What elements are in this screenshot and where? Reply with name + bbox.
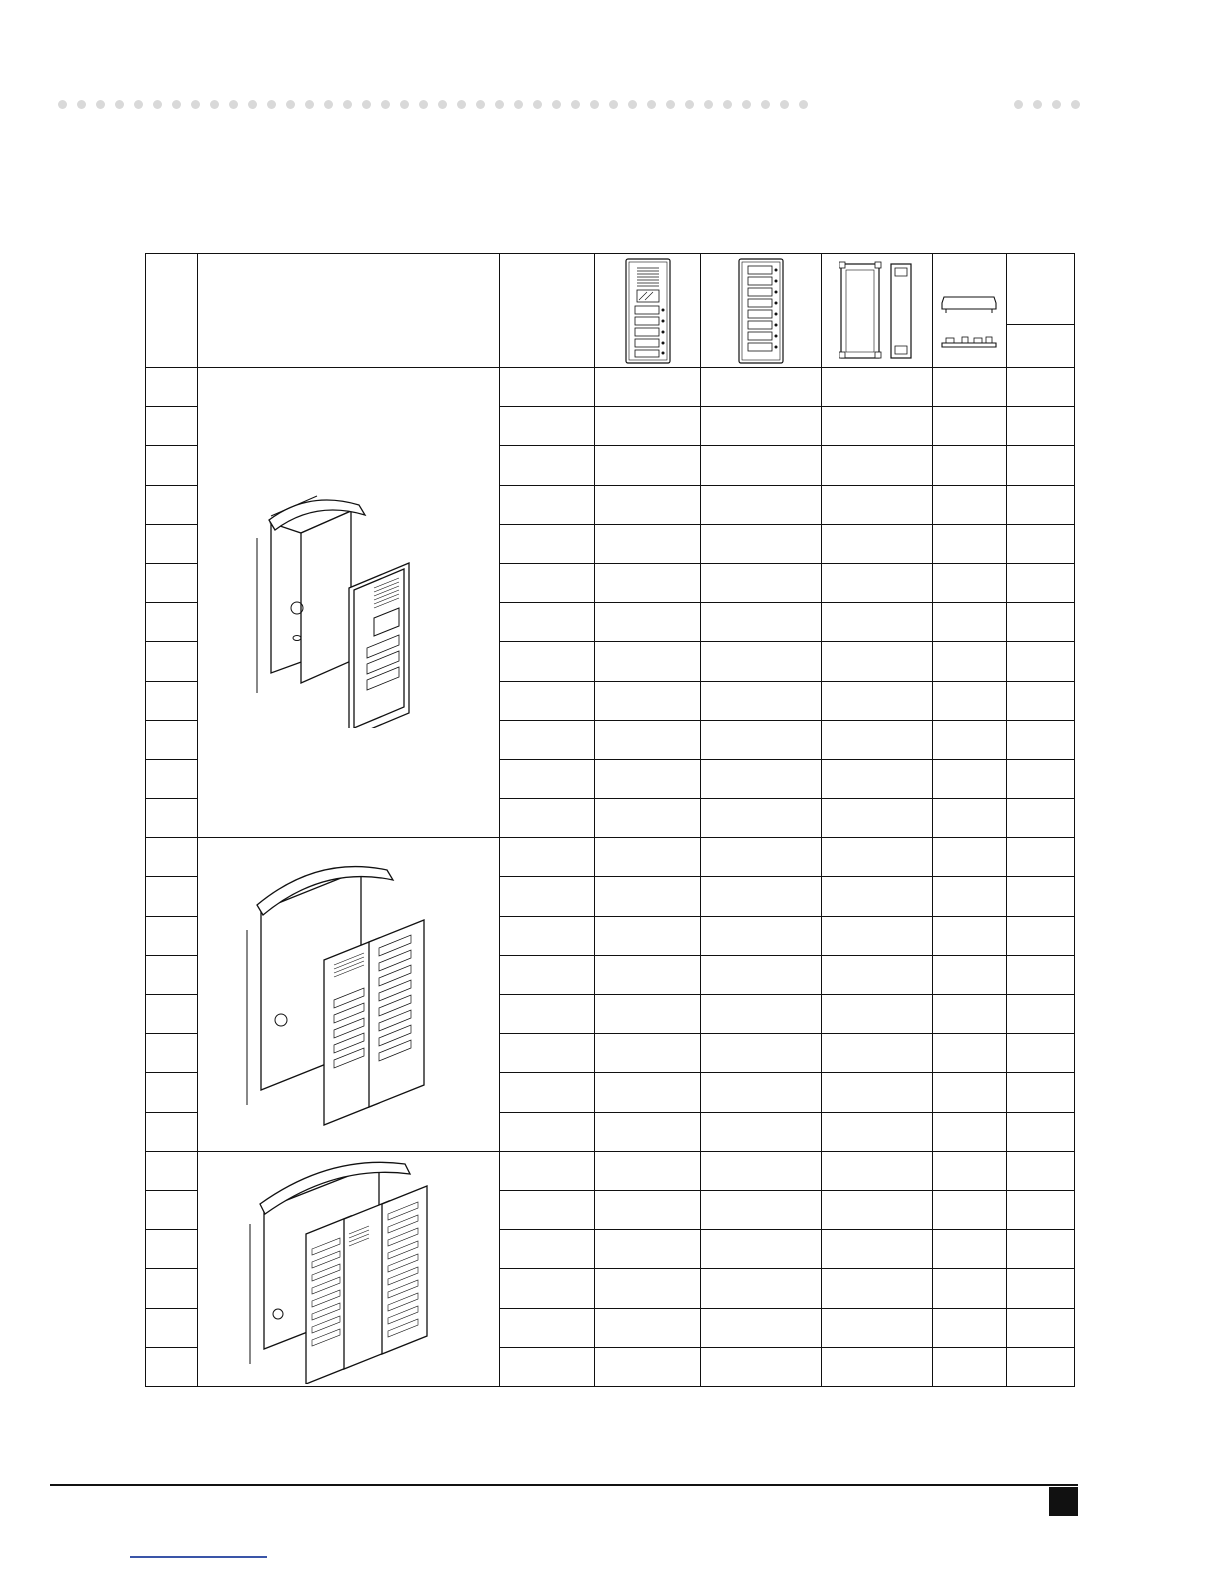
- decorative-dot: [153, 100, 162, 109]
- decorative-dot: [571, 100, 580, 109]
- data-cell: [500, 1034, 595, 1073]
- data-cell: [500, 1073, 595, 1112]
- data-cell: [1007, 838, 1075, 877]
- decorative-dot: [628, 100, 637, 109]
- decorative-dot: [533, 100, 542, 109]
- data-cell: [1007, 916, 1075, 955]
- data-cell: [500, 955, 595, 994]
- decorative-dot-row-left: [58, 100, 818, 110]
- data-cell: [933, 720, 1007, 759]
- decorative-dot: [799, 100, 808, 109]
- data-cell: [1007, 1190, 1075, 1229]
- row-index-cell: [146, 368, 198, 407]
- row-index-cell: [146, 642, 198, 681]
- data-cell: [822, 1151, 933, 1190]
- data-cell: [500, 1308, 595, 1347]
- row-index-cell: [146, 838, 198, 877]
- decorative-dot: [685, 100, 694, 109]
- decorative-dot: [514, 100, 523, 109]
- decorative-dot: [381, 100, 390, 109]
- row-index-cell: [146, 446, 198, 485]
- data-cell: [822, 877, 933, 916]
- data-cell: [1007, 759, 1075, 798]
- row-index-cell: [146, 1190, 198, 1229]
- decorative-dot: [457, 100, 466, 109]
- decorative-dot: [191, 100, 200, 109]
- data-cell: [701, 485, 822, 524]
- data-cell: [595, 955, 701, 994]
- data-cell: [701, 995, 822, 1034]
- header-cell-last-top: [1007, 254, 1074, 325]
- data-cell: [701, 799, 822, 838]
- data-cell: [933, 838, 1007, 877]
- button-panel-icon: [738, 258, 784, 364]
- illustration-cell: [198, 368, 500, 838]
- row-index-cell: [146, 995, 198, 1034]
- flush-box-icon: [839, 260, 915, 362]
- decorative-dot: [609, 100, 618, 109]
- data-cell: [933, 563, 1007, 602]
- data-cell: [500, 563, 595, 602]
- header-cell-flush-box: [822, 254, 933, 368]
- table-row: [146, 368, 1075, 407]
- data-cell: [933, 916, 1007, 955]
- data-cell: [595, 1112, 701, 1151]
- table-row: [146, 1151, 1075, 1190]
- data-cell: [933, 759, 1007, 798]
- data-cell: [595, 485, 701, 524]
- illustration-cell: [198, 838, 500, 1152]
- decorative-dot: [172, 100, 181, 109]
- data-cell: [933, 1347, 1007, 1386]
- decorative-dot: [1071, 100, 1080, 109]
- data-cell: [1007, 1073, 1075, 1112]
- header-cell-speaker-panel: [595, 254, 701, 368]
- footer-rule: [50, 1484, 1078, 1486]
- data-cell: [595, 563, 701, 602]
- data-cell: [500, 720, 595, 759]
- decorative-dot: [761, 100, 770, 109]
- data-cell: [500, 838, 595, 877]
- data-cell: [701, 1308, 822, 1347]
- data-cell: [822, 955, 933, 994]
- data-cell: [701, 642, 822, 681]
- data-cell: [822, 1347, 933, 1386]
- decorative-dot: [666, 100, 675, 109]
- decorative-dot: [438, 100, 447, 109]
- data-cell: [822, 995, 933, 1034]
- data-cell: [595, 1269, 701, 1308]
- data-cell: [701, 1347, 822, 1386]
- data-cell: [500, 1190, 595, 1229]
- data-cell: [595, 1347, 701, 1386]
- data-cell: [701, 563, 822, 602]
- decorative-dot: [704, 100, 713, 109]
- data-cell: [933, 407, 1007, 446]
- footer-link-underline[interactable]: [130, 1556, 267, 1558]
- data-cell: [701, 1230, 822, 1269]
- data-cell: [595, 1190, 701, 1229]
- data-cell: [933, 524, 1007, 563]
- data-cell: [933, 1073, 1007, 1112]
- decorative-dot: [58, 100, 67, 109]
- data-cell: [933, 603, 1007, 642]
- row-index-cell: [146, 1308, 198, 1347]
- decorative-dot: [267, 100, 276, 109]
- row-index-cell: [146, 1230, 198, 1269]
- data-cell: [822, 524, 933, 563]
- single-module-panel-illustration: [249, 478, 449, 728]
- data-cell: [1007, 955, 1075, 994]
- data-cell: [822, 1269, 933, 1308]
- data-cell: [500, 995, 595, 1034]
- decorative-dot: [324, 100, 333, 109]
- data-cell: [595, 407, 701, 446]
- header-cell-rain-hood: [933, 254, 1007, 368]
- decorative-dot: [742, 100, 751, 109]
- data-cell: [595, 1308, 701, 1347]
- data-cell: [595, 916, 701, 955]
- data-cell: [1007, 446, 1075, 485]
- row-index-cell: [146, 720, 198, 759]
- row-index-cell: [146, 563, 198, 602]
- data-cell: [1007, 524, 1075, 563]
- decorative-dot: [552, 100, 561, 109]
- data-cell: [595, 995, 701, 1034]
- decorative-dot: [229, 100, 238, 109]
- decorative-dot: [96, 100, 105, 109]
- data-cell: [1007, 799, 1075, 838]
- illustration-cell: [198, 1151, 500, 1386]
- data-cell: [701, 681, 822, 720]
- decorative-dot: [590, 100, 599, 109]
- data-cell: [595, 1151, 701, 1190]
- data-cell: [500, 603, 595, 642]
- data-cell: [822, 642, 933, 681]
- data-cell: [595, 368, 701, 407]
- data-cell: [701, 1269, 822, 1308]
- decorative-dot: [77, 100, 86, 109]
- data-cell: [595, 642, 701, 681]
- data-cell: [933, 1308, 1007, 1347]
- row-index-cell: [146, 955, 198, 994]
- data-cell: [500, 1347, 595, 1386]
- row-index-cell: [146, 759, 198, 798]
- data-cell: [595, 799, 701, 838]
- data-cell: [701, 1112, 822, 1151]
- data-cell: [933, 681, 1007, 720]
- row-index-cell: [146, 877, 198, 916]
- data-cell: [500, 759, 595, 798]
- data-cell: [701, 955, 822, 994]
- row-index-cell: [146, 1151, 198, 1190]
- data-cell: [701, 524, 822, 563]
- data-cell: [500, 485, 595, 524]
- data-cell: [500, 524, 595, 563]
- data-cell: [701, 1034, 822, 1073]
- data-cell: [822, 720, 933, 759]
- table-row: [146, 838, 1075, 877]
- decorative-dot: [780, 100, 789, 109]
- data-cell: [500, 642, 595, 681]
- data-cell: [1007, 720, 1075, 759]
- data-cell: [1007, 1269, 1075, 1308]
- data-cell: [822, 1034, 933, 1073]
- data-cell: [701, 603, 822, 642]
- product-table: [145, 253, 1075, 1387]
- data-cell: [822, 563, 933, 602]
- header-cell-illustration: [198, 254, 500, 368]
- data-cell: [701, 446, 822, 485]
- data-cell: [701, 407, 822, 446]
- row-index-cell: [146, 1112, 198, 1151]
- decorative-dot: [1052, 100, 1061, 109]
- data-cell: [822, 1230, 933, 1269]
- data-cell: [595, 681, 701, 720]
- decorative-dot: [343, 100, 352, 109]
- row-index-cell: [146, 916, 198, 955]
- data-cell: [933, 1269, 1007, 1308]
- data-cell: [933, 955, 1007, 994]
- decorative-dot: [476, 100, 485, 109]
- data-cell: [1007, 368, 1075, 407]
- data-cell: [1007, 563, 1075, 602]
- data-cell: [933, 799, 1007, 838]
- data-cell: [933, 1034, 1007, 1073]
- data-cell: [933, 1190, 1007, 1229]
- data-cell: [1007, 1347, 1075, 1386]
- data-cell: [822, 799, 933, 838]
- table-header-row: [146, 254, 1075, 368]
- decorative-dot: [115, 100, 124, 109]
- data-cell: [822, 759, 933, 798]
- data-cell: [1007, 1034, 1075, 1073]
- data-cell: [1007, 485, 1075, 524]
- data-cell: [1007, 877, 1075, 916]
- data-cell: [500, 446, 595, 485]
- data-cell: [595, 720, 701, 759]
- page-number-badge: [1049, 1487, 1078, 1516]
- data-cell: [500, 877, 595, 916]
- data-cell: [595, 1230, 701, 1269]
- data-cell: [500, 799, 595, 838]
- data-cell: [701, 1151, 822, 1190]
- data-cell: [500, 407, 595, 446]
- data-cell: [933, 1230, 1007, 1269]
- row-index-cell: [146, 1347, 198, 1386]
- data-cell: [822, 603, 933, 642]
- data-cell: [701, 1073, 822, 1112]
- data-cell: [822, 838, 933, 877]
- header-cell-button-panel: [701, 254, 822, 368]
- data-cell: [595, 877, 701, 916]
- data-cell: [822, 407, 933, 446]
- row-index-cell: [146, 1269, 198, 1308]
- decorative-dot-row-right: [1014, 100, 1090, 110]
- double-module-panel-illustration: [239, 850, 459, 1140]
- decorative-dot: [419, 100, 428, 109]
- data-cell: [595, 1034, 701, 1073]
- row-index-cell: [146, 485, 198, 524]
- data-cell: [822, 681, 933, 720]
- row-index-cell: [146, 524, 198, 563]
- decorative-dot: [248, 100, 257, 109]
- data-cell: [822, 1308, 933, 1347]
- data-cell: [1007, 995, 1075, 1034]
- data-cell: [595, 603, 701, 642]
- decorative-dot: [647, 100, 656, 109]
- decorative-dot: [134, 100, 143, 109]
- data-cell: [933, 1151, 1007, 1190]
- data-cell: [701, 368, 822, 407]
- header-cell-last: [1007, 254, 1075, 368]
- data-cell: [701, 1190, 822, 1229]
- decorative-dot: [210, 100, 219, 109]
- data-cell: [933, 446, 1007, 485]
- panel-with-speaker-icon: [625, 258, 671, 364]
- data-cell: [822, 1190, 933, 1229]
- data-cell: [595, 1073, 701, 1112]
- data-cell: [595, 838, 701, 877]
- decorative-dot: [362, 100, 371, 109]
- data-cell: [1007, 1112, 1075, 1151]
- data-cell: [500, 1112, 595, 1151]
- header-cell-index: [146, 254, 198, 368]
- data-cell: [822, 368, 933, 407]
- data-cell: [822, 446, 933, 485]
- data-cell: [1007, 603, 1075, 642]
- row-index-cell: [146, 799, 198, 838]
- data-cell: [701, 877, 822, 916]
- data-cell: [500, 368, 595, 407]
- data-cell: [822, 1073, 933, 1112]
- data-cell: [822, 916, 933, 955]
- header-cell-code: [500, 254, 595, 368]
- data-cell: [500, 1269, 595, 1308]
- data-cell: [595, 759, 701, 798]
- decorative-dot: [1014, 100, 1023, 109]
- data-cell: [500, 916, 595, 955]
- data-cell: [933, 995, 1007, 1034]
- row-index-cell: [146, 407, 198, 446]
- triple-module-panel-illustration: [244, 1154, 454, 1384]
- decorative-dot: [723, 100, 732, 109]
- row-index-cell: [146, 1073, 198, 1112]
- data-cell: [933, 642, 1007, 681]
- data-cell: [595, 446, 701, 485]
- data-cell: [1007, 1151, 1075, 1190]
- data-cell: [701, 759, 822, 798]
- rain-hood-icon: [940, 271, 1000, 351]
- data-cell: [701, 838, 822, 877]
- data-cell: [822, 485, 933, 524]
- data-cell: [822, 1112, 933, 1151]
- decorative-dot: [305, 100, 314, 109]
- data-cell: [1007, 681, 1075, 720]
- data-cell: [701, 720, 822, 759]
- data-cell: [500, 681, 595, 720]
- data-cell: [1007, 1230, 1075, 1269]
- decorative-dot: [286, 100, 295, 109]
- data-cell: [933, 368, 1007, 407]
- data-cell: [1007, 1308, 1075, 1347]
- data-cell: [500, 1151, 595, 1190]
- data-cell: [701, 916, 822, 955]
- data-cell: [933, 877, 1007, 916]
- row-index-cell: [146, 603, 198, 642]
- decorative-dot: [495, 100, 504, 109]
- data-cell: [1007, 642, 1075, 681]
- data-cell: [933, 485, 1007, 524]
- data-cell: [500, 1230, 595, 1269]
- row-index-cell: [146, 681, 198, 720]
- data-cell: [595, 524, 701, 563]
- decorative-dot: [1033, 100, 1042, 109]
- decorative-dot: [400, 100, 409, 109]
- data-cell: [933, 1112, 1007, 1151]
- row-index-cell: [146, 1034, 198, 1073]
- data-cell: [1007, 407, 1075, 446]
